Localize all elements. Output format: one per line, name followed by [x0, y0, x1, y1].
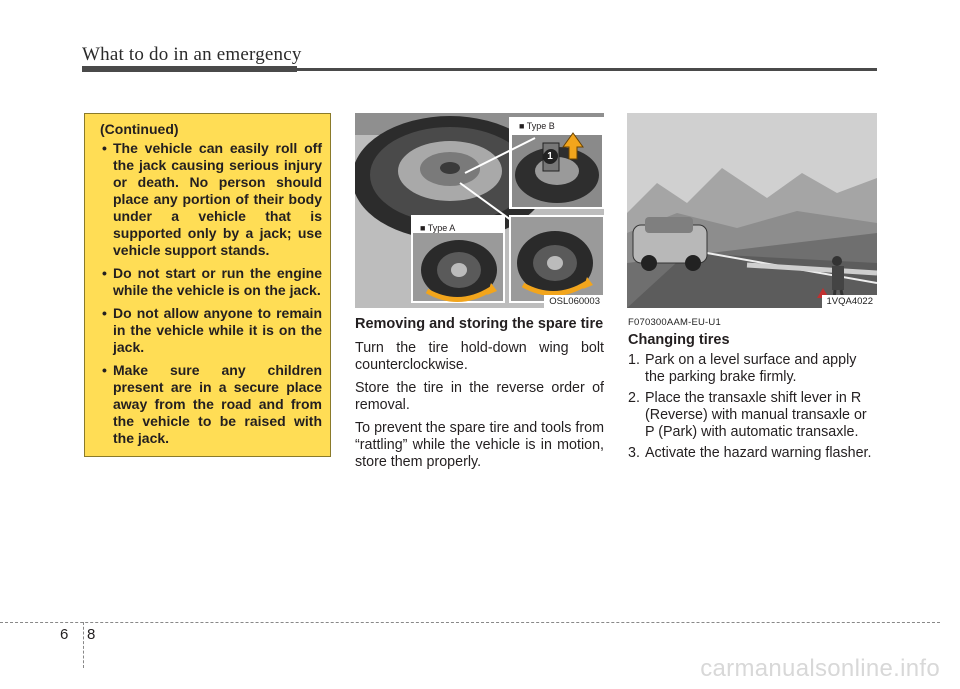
- watermark: carmanualsonline.info: [700, 655, 940, 682]
- warning-item-text: Make sure any children present are in a secure place away from the road and from the vehicle to be raised with the jack.: [113, 362, 322, 446]
- storage-heading: Removing and storing the spare tire: [355, 316, 604, 332]
- footer-divider: [83, 622, 84, 668]
- reference-code: F070300AAM-EU-U1: [628, 317, 721, 328]
- bullet-icon: •: [102, 265, 107, 281]
- bullet-icon: •: [102, 140, 107, 156]
- warning-item-text: The vehicle can easily roll off the jack causing serious injury or death. No person should place any portion of their body under a vehicle that is supported only by a jack; use vehicle support stands.: [113, 140, 322, 258]
- warning-item: [93, 362, 322, 447]
- section-number: 6: [60, 626, 69, 643]
- page-number: 8: [87, 626, 96, 643]
- type-b-label: ■ Type B: [516, 121, 558, 131]
- page-header-title: What to do in an emergency: [82, 44, 302, 65]
- roadside-drawing: [627, 113, 877, 308]
- storage-paragraph: Turn the tire hold-down wing bolt counterclockwise.: [355, 340, 604, 373]
- header-rule: [82, 68, 877, 71]
- callout-marker: 1: [543, 150, 557, 164]
- bullet-icon: •: [102, 362, 107, 378]
- step-text: Activate the hazard warning flasher.: [645, 445, 872, 461]
- spare-tire-drawing: [355, 113, 604, 308]
- warning-item: [93, 305, 322, 356]
- step-number: 3.: [628, 445, 640, 461]
- storage-paragraph: To prevent the spare tire and tools from “rattling” while the vehicle is in motion, store them properly.: [355, 420, 604, 470]
- warning-item: [93, 265, 322, 299]
- warning-item-text: Do not allow anyone to remain in the vehicle while it is on the jack.: [113, 305, 322, 355]
- step-number: 2.: [628, 390, 640, 406]
- step-item: [628, 352, 877, 386]
- warning-list: [93, 140, 322, 447]
- steps-list: [628, 352, 877, 462]
- roadside-illustration: [627, 113, 877, 308]
- changing-section: [628, 314, 877, 466]
- step-text: Park on a level surface and apply the parking brake firmly.: [645, 352, 857, 385]
- step-text: Place the transaxle shift lever in R (Reverse) with manual transaxle or P (Park) with automatic transaxle.: [645, 390, 867, 440]
- step-item: [628, 445, 877, 462]
- storage-section: [355, 316, 604, 471]
- warning-item: [93, 140, 322, 259]
- step-number: 1.: [628, 352, 640, 368]
- warning-continued: (Continued): [100, 121, 179, 137]
- warning-item-text: Do not start or run the engine while the vehicle is on the jack.: [113, 265, 322, 298]
- changing-heading: Changing tires: [628, 332, 730, 348]
- footer-rule: [0, 622, 940, 623]
- bullet-icon: •: [102, 305, 107, 321]
- type-a-label: ■ Type A: [417, 223, 458, 233]
- storage-paragraph: Store the tire in the reverse order of removal.: [355, 380, 604, 413]
- warning-box: [84, 113, 331, 457]
- spare-tire-illustration: [355, 113, 604, 308]
- step-item: [628, 390, 877, 441]
- figure-code: OSL060003: [544, 295, 604, 308]
- figure-code: 1VQA4022: [822, 295, 877, 308]
